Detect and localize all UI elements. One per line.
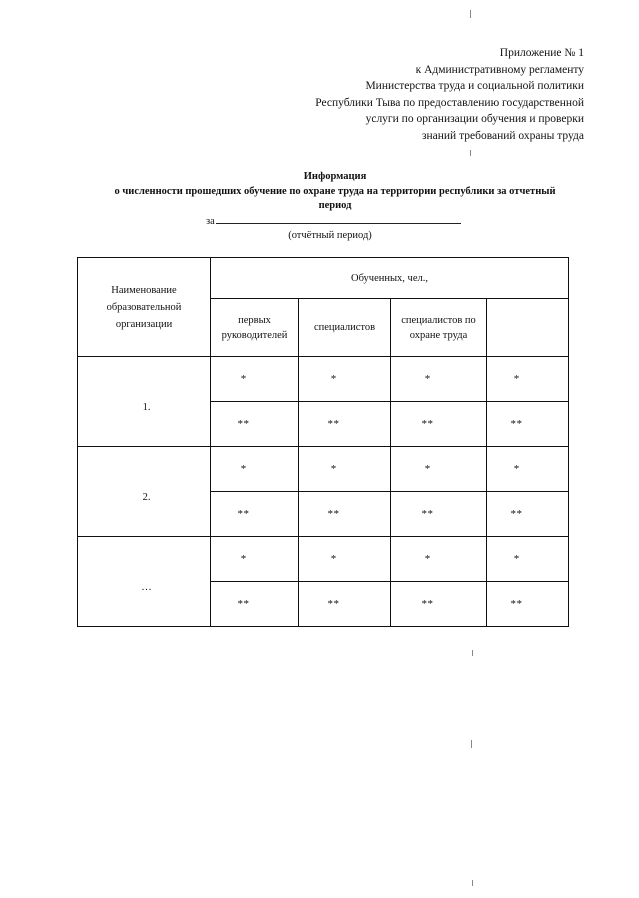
col-header-line: первых bbox=[238, 314, 271, 326]
period-blank bbox=[216, 214, 461, 224]
mark-cell: ** bbox=[487, 582, 569, 627]
title-heading: Информация bbox=[303, 171, 367, 182]
report-table bbox=[77, 257, 569, 627]
org-name-cell: 1. bbox=[78, 357, 211, 447]
mark-cell: ** bbox=[211, 402, 299, 447]
mark-cell: * bbox=[211, 537, 299, 582]
mark-cell: ** bbox=[211, 492, 299, 537]
mark-cell: ** bbox=[487, 492, 569, 537]
org-header-line: образовательной bbox=[106, 301, 182, 313]
org-header-line: организации bbox=[115, 318, 173, 330]
mark-cell: * bbox=[391, 537, 487, 582]
org-name-cell: … bbox=[78, 537, 211, 627]
appendix-line: Министерства труда и социальной политики bbox=[365, 80, 584, 92]
mark-cell: * bbox=[487, 447, 569, 492]
title-line-1: о численности прошедших обучение по охране труда на территории республики за отчетный bbox=[114, 185, 556, 197]
mark-cell: ** bbox=[211, 582, 299, 627]
col-header-line: специалистов bbox=[313, 322, 376, 333]
mark-cell: * bbox=[211, 447, 299, 492]
document-title bbox=[80, 170, 590, 214]
org-header-cell bbox=[78, 258, 211, 357]
table-row bbox=[78, 537, 569, 582]
table-row bbox=[78, 447, 569, 492]
appendix-line: знаний требований охраны труда bbox=[421, 129, 584, 142]
scan-speck bbox=[472, 650, 473, 656]
scan-speck bbox=[471, 740, 472, 748]
mark-cell: ** bbox=[299, 582, 391, 627]
mark-cell: * bbox=[299, 537, 391, 582]
mark-cell: * bbox=[391, 357, 487, 402]
period-caption: (отчётный период) bbox=[288, 230, 372, 241]
col-header-empty bbox=[487, 299, 569, 357]
scan-speck bbox=[472, 880, 473, 886]
col-header-line: руководителей bbox=[221, 329, 288, 341]
col-header-specialists bbox=[299, 299, 391, 357]
mark-cell: * bbox=[299, 447, 391, 492]
table-row bbox=[78, 357, 569, 402]
col-header-safety-specialists bbox=[391, 299, 487, 357]
mark-cell: * bbox=[487, 357, 569, 402]
mark-cell: ** bbox=[391, 402, 487, 447]
title-line-2: период bbox=[318, 200, 352, 211]
mark-cell: * bbox=[487, 537, 569, 582]
mark-cell: ** bbox=[391, 492, 487, 537]
col-header-line: охране труда bbox=[409, 329, 468, 341]
mark-cell: * bbox=[391, 447, 487, 492]
col-header-heads bbox=[211, 299, 299, 357]
period-line bbox=[206, 214, 461, 227]
appendix-header bbox=[315, 45, 584, 144]
appendix-line: Приложение № 1 bbox=[499, 47, 584, 59]
org-header-line: Наименование bbox=[111, 284, 177, 296]
mark-cell: * bbox=[299, 357, 391, 402]
period-prefix: за bbox=[206, 216, 215, 227]
mark-cell: ** bbox=[299, 492, 391, 537]
appendix-line: Республики Тыва по предоставлению государственной bbox=[315, 96, 584, 109]
appendix-line: к Административному регламенту bbox=[415, 63, 584, 76]
scan-speck bbox=[470, 150, 471, 156]
appendix-line: услуги по организации обучения и проверки bbox=[365, 113, 584, 125]
mark-cell: ** bbox=[391, 582, 487, 627]
trained-group-header: Обученных, чел., bbox=[211, 258, 569, 299]
mark-cell: ** bbox=[299, 402, 391, 447]
org-name-cell: 2. bbox=[78, 447, 211, 537]
mark-cell: * bbox=[211, 357, 299, 402]
scan-speck bbox=[470, 10, 471, 18]
col-header-line: специалистов по bbox=[401, 314, 476, 326]
mark-cell: ** bbox=[487, 402, 569, 447]
